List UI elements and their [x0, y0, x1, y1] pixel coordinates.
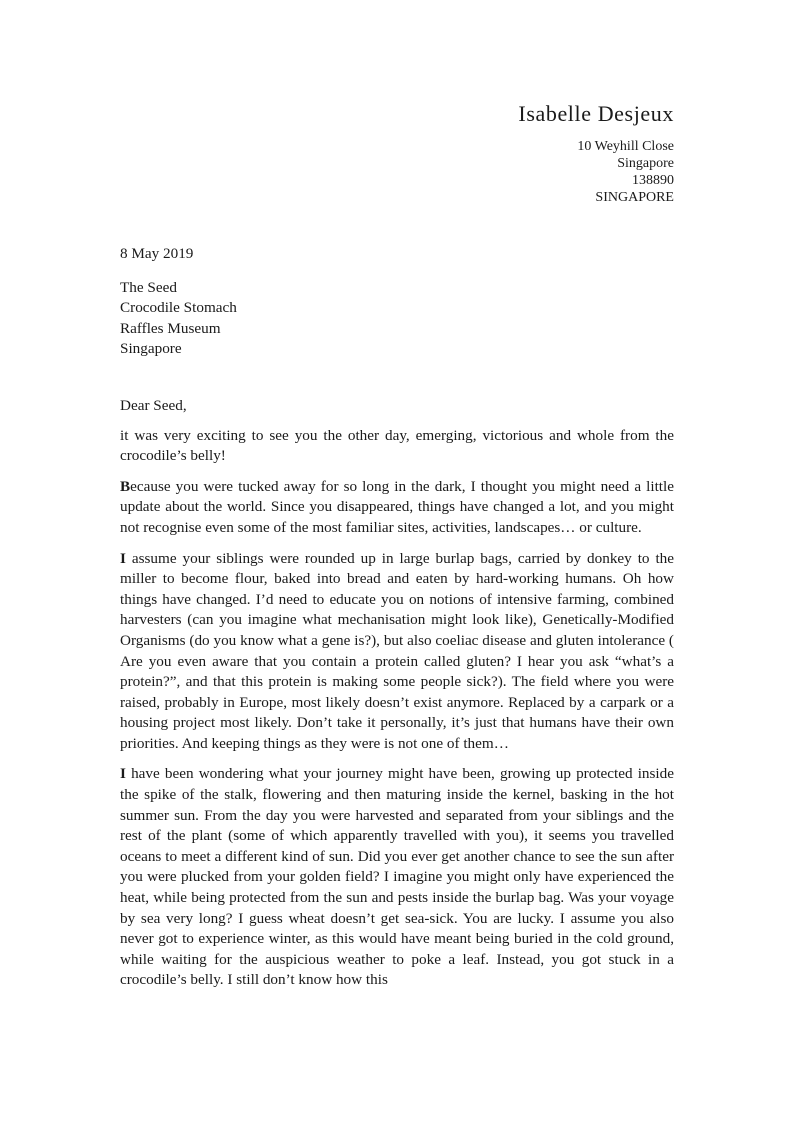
recipient-address-line: Raffles Museum: [120, 319, 221, 337]
sender-block: [518, 100, 674, 206]
letter-body: [120, 244, 674, 1001]
sender-address-line: SINGAPORE: [595, 190, 674, 205]
paragraph-lead-letter: I: [120, 765, 126, 783]
sender-address: [518, 138, 674, 206]
recipient-address-line: The Seed: [120, 278, 177, 296]
recipient-address: [120, 278, 674, 360]
letter-date: 8 May 2019: [120, 245, 194, 262]
paragraph-lead-letter: I: [120, 549, 126, 567]
recipient-address-line: Crocodile Stomach: [120, 299, 237, 317]
paragraph-3: [120, 549, 674, 755]
paragraph-4: [120, 764, 674, 991]
sender-address-line: 10 Weyhill Close: [577, 139, 674, 154]
paragraph-1: [120, 426, 674, 467]
sender-address-line: 138890: [632, 173, 674, 188]
paragraph-text: assume your siblings were rounded up in large burlap bags, carried by donkey to the miller to become flour, baked into bread and eaten by hard-working humans. Oh how things have changed. I’d need to educate you on notions of intensive farming, combined harvesters (can you imagine what mechanisation might look like), Genetically-Modified Organisms (do you know what a gene is?), but also coeliac disease and gluten intolerance ( Are you even aware that you contain a protein called gluten? I hear you ask “what’s a protein?”, and that this protein is making some people sick?). The field where you were raised, probably in Europe, most likely doesn’t exist anymore. Replaced by a carpark or a housing project most likely. Don’t take it personally, it’s just that humans have their own priorities. And keeping things as they were is not one of them…: [120, 549, 674, 752]
sender-name: Isabelle Desjeux: [518, 101, 674, 126]
recipient-address-line: Singapore: [120, 340, 182, 358]
paragraph-text: it was very exciting to see you the other day, emerging, victorious and whole from the crocodile’s belly!: [120, 426, 674, 465]
paragraph-lead-letter: B: [120, 477, 131, 495]
greeting: Dear Seed,: [120, 396, 187, 414]
paragraph-text: ecause you were tucked away for so long in the dark, I thought you might need a little update about the world. Since you disappeared, things have changed a lot, and you might not recognise even some of the most familiar sites, activities, landscapes… or culture.: [120, 477, 674, 536]
paragraph-text: have been wondering what your journey might have been, growing up protected inside the spike of the stalk, flowering and then maturing inside the kernel, basking in the hot summer sun. From the day you were harvested and separated from your siblings and the rest of the plant (some of which apparently travelled with you), it seems you travelled oceans to meet a different kind of sun. Did you ever get another chance to see the sun after you were plucked from your golden field? I imagine you might only have experienced the heat, while being protected from the sun and pests inside the burlap bag. Was your voyage by sea very long? I guess wheat doesn’t get sea-sick. You are lucky. I assume you also never got to experience winter, as this would have meant being buried in the cold ground, while waiting for the auspicious weather to poke a leaf. Instead, you got stuck in a crocodile’s belly. I still don’t know how this: [120, 765, 674, 989]
paragraph-2: [120, 477, 674, 539]
sender-address-line: Singapore: [617, 156, 674, 171]
